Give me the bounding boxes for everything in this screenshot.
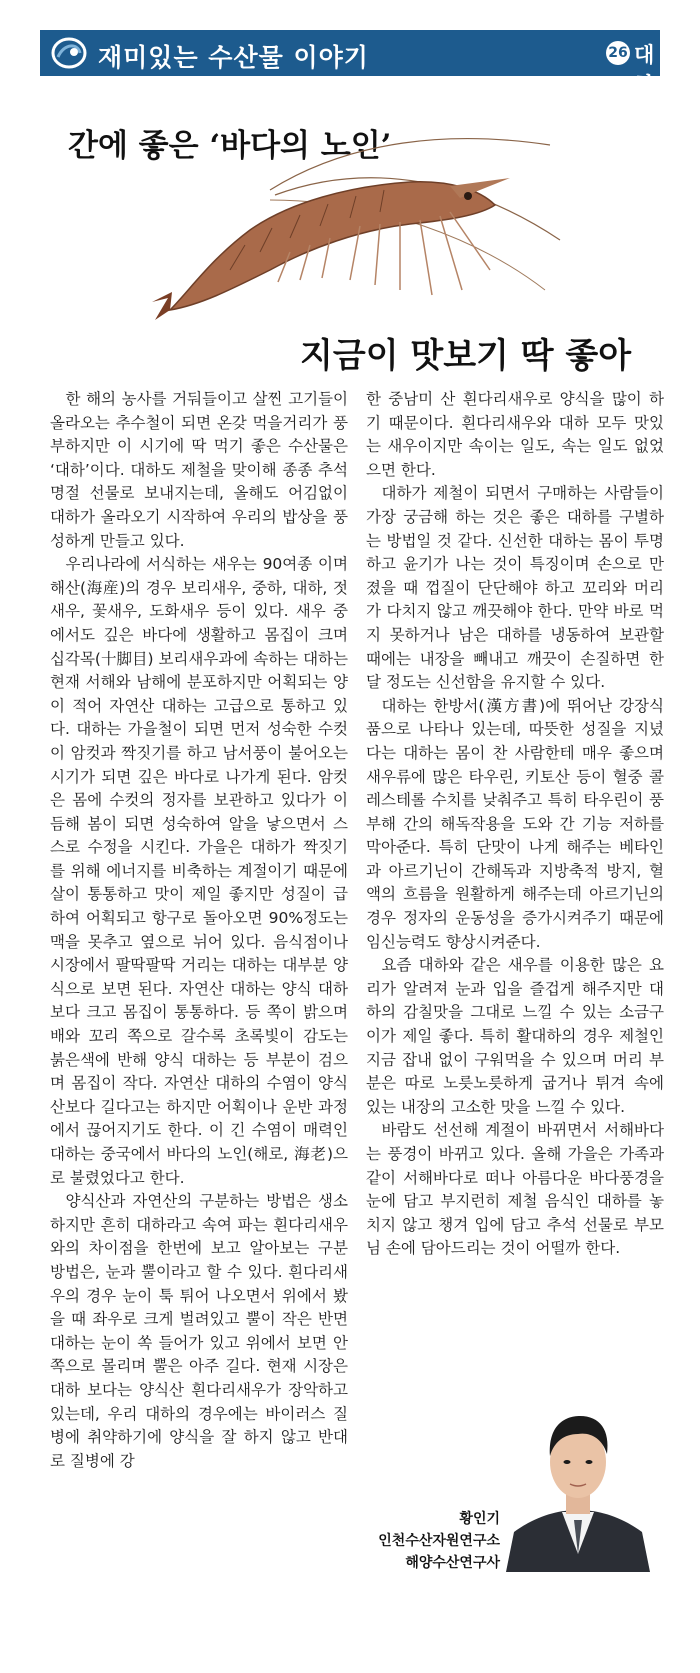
paragraph: 바람도 선선해 계절이 바뀌면서 서해바다는 풍경이 바뀌고 있다. 올해 가을은 가족과 같이 서해바다로 떠나 아름다운 바다풍경을 눈에 담고 부지런히 제철 음식인 대하를 놓치지 않고 챙겨 입에 담고 추석 선물로 부모님 손에 담아드리는 것이 어떨까 한다. (366, 1121, 664, 1258)
article-column-left (50, 388, 348, 1473)
episode-number-badge: 26 (606, 41, 630, 65)
paragraph: 한 중남미 산 흰다리새우로 양식을 많이 하기 때문이다. 흰다리새우와 대하 모두 맛있는 새우이지만 속이는 일도, 속는 일도 없었으면 한다. (366, 390, 664, 479)
headline-main: 간에 좋은 ‘바다의 노인’ (68, 128, 392, 164)
series-banner (40, 30, 660, 97)
series-title: 재미있는 수산물 이야기 (98, 43, 369, 72)
paragraph: 대하가 제철이 되면서 구매하는 사람들이 가장 궁금해 하는 것은 좋은 대하를 구별하는 방법일 것 같다. 신선한 대하는 몸이 투명하고 윤기가 나는 것이 특징이며 손으로 만졌을 때 껍질이 단단해야 하고 꼬리와 머리가 다치지 않고 깨끗해야 한다. 만약 바로 먹지 못하거나 남은 대하를 냉동하여 보관할 때에는 내장을 빼내고 깨끗이 손질하면 한 달 정도는 신선함을 유지할 수 있다. (366, 484, 664, 692)
author-byline (370, 1508, 500, 1574)
paragraph: 양식산과 자연산의 구분하는 방법은 생소하지만 흔히 대하라고 속여 파는 흰다리새우와의 차이점을 한번에 보고 알아보는 구분 방법은, 눈과 뿔이라고 할 수 있다. 흰다리새우의 경우 눈이 툭 튀어 나오면서 위에서 봤을 때 좌우로 크게 벌려있고 뿔이 작은 반면 대하는 눈이 쏙 들어가 있고 위에서 보면 안쪽으로 몰리며 뿔은 아주 길다. 현재 시장은 대하 보다는 양식산 흰다리새우가 장악하고 있는데, 우리 대하의 경우에는 바이러스 질병에 취약하기에 양식을 잘 하지 않고 반대로 질병에 강 (50, 1192, 348, 1470)
swirl-logo-icon (50, 35, 88, 71)
author-name: 황인기 (459, 1511, 500, 1527)
article-column-right (366, 388, 664, 1261)
shrimp-illustration (150, 120, 570, 335)
paragraph: 한 해의 농사를 거둬들이고 살찐 고기들이 올라오는 추수철이 되면 온갖 먹을거리가 풍부하지만 이 시기에 딱 먹기 좋은 수산물은 ‘대하’이다. 대하도 제철을 맞이해 종종 추석 명절 선물로 보내지는데, 올해도 어김없이 대하가 올라오기 시작하여 우리의 밥상을 풍성하게 만들고 있다. (50, 390, 348, 550)
headline-sub: 지금이 맛보기 딱 좋아 (300, 336, 632, 376)
paragraph: 우리나라에 서식하는 새우는 90여종 이며 해산(海産)의 경우 보리새우, 중하, 대하, 젓새우, 꽃새우, 도화새우 등이 있다. 새우 중에서도 깊은 바다에 생활하고 몸집이 크며 십각목(十脚目) 보리새우과에 속하는 대하는 현재 서해와 남해에 분포하지만 어획되는 양이 적어 자연산 대하는 고급으로 통하고 있다. 대하는 가을철이 되면 먼저 성숙한 수컷이 암컷과 짝짓기를 하고 남서풍이 불어오는 시기가 되면 깊은 바다로 나가게 된다. 암컷은 몸에 수컷의 정자를 보관하고 있다가 이듬해 봄이 되면 성숙하여 알을 낳으면서 스스로 수정을 시킨다. 가을은 대하가 짝짓기를 위해 에너지를 비축하는 계절이기 때문에 살이 통통하고 맛이 제일 좋지만 성질이 급하여 어획되고 항구로 돌아오면 90%정도는 맥을 못추고 옆으로 뉘어 있다. 음식점이나 시장에서 팔딱팔딱 거리는 대하는 대부분 양식으로 보면 된다. 자연산 대하는 양식 대하보다 크고 몸집이 통통하다. 등 쪽이 밝으며 배와 꼬리 쪽으로 갈수록 초록빛이 감도는 붉은색에 반해 양식 대하는 등 부분이 검으며 몸집이 작다. 자연산 대하의 수염이 양식산보다 길다고는 하지만 어획이나 운반 과정에서 끊어지기도 한다. 이 긴 수염이 매력인 대하는 중국에서 바다의 노인(해로, 海老)으로 불렸었다고 한다. (50, 555, 348, 1187)
episode-subject: 대하 (634, 43, 655, 97)
author-photo (506, 1404, 650, 1572)
paragraph: 요즘 대하와 같은 새우를 이용한 많은 요리가 알려져 눈과 입을 즐겁게 해주지만 대하의 감칠맛을 그대로 느낄 수 있는 소금구이가 제일 좋다. 특히 활대하의 경우 제철인 지금 잡내 없이 구워먹을 수 있으며 머리 부분은 따로 노릇노릇하게 굽거나 튀겨 속에 있는 내장의 고소한 맛을 느낄 수 있다. (366, 956, 664, 1116)
author-position: 해양수산연구사 (405, 1555, 500, 1571)
author-organization: 인천수산자원연구소 (378, 1533, 500, 1549)
paragraph: 대하는 한방서(漢方書)에 뛰어난 강장식품으로 나타나 있는데, 따뜻한 성질을 지녔다는 대하는 몸이 찬 사람한테 매우 좋으며 새우류에 많은 타우린, 키토산 등이 혈중 콜레스테롤 수치를 낮춰주고 특히 타우린이 풍부해 간의 해독작용을 도와 간 기능 저하를 막아준다. 특히 단맛이 나게 해주는 베타인과 아르기닌이 간해독과 지방축적 방지, 혈액의 흐름을 원활하게 해주는데 아르기닌의 경우 정자의 운동성을 증가시켜주기 때문에 임신능력도 향상시켜준다. (366, 696, 664, 951)
